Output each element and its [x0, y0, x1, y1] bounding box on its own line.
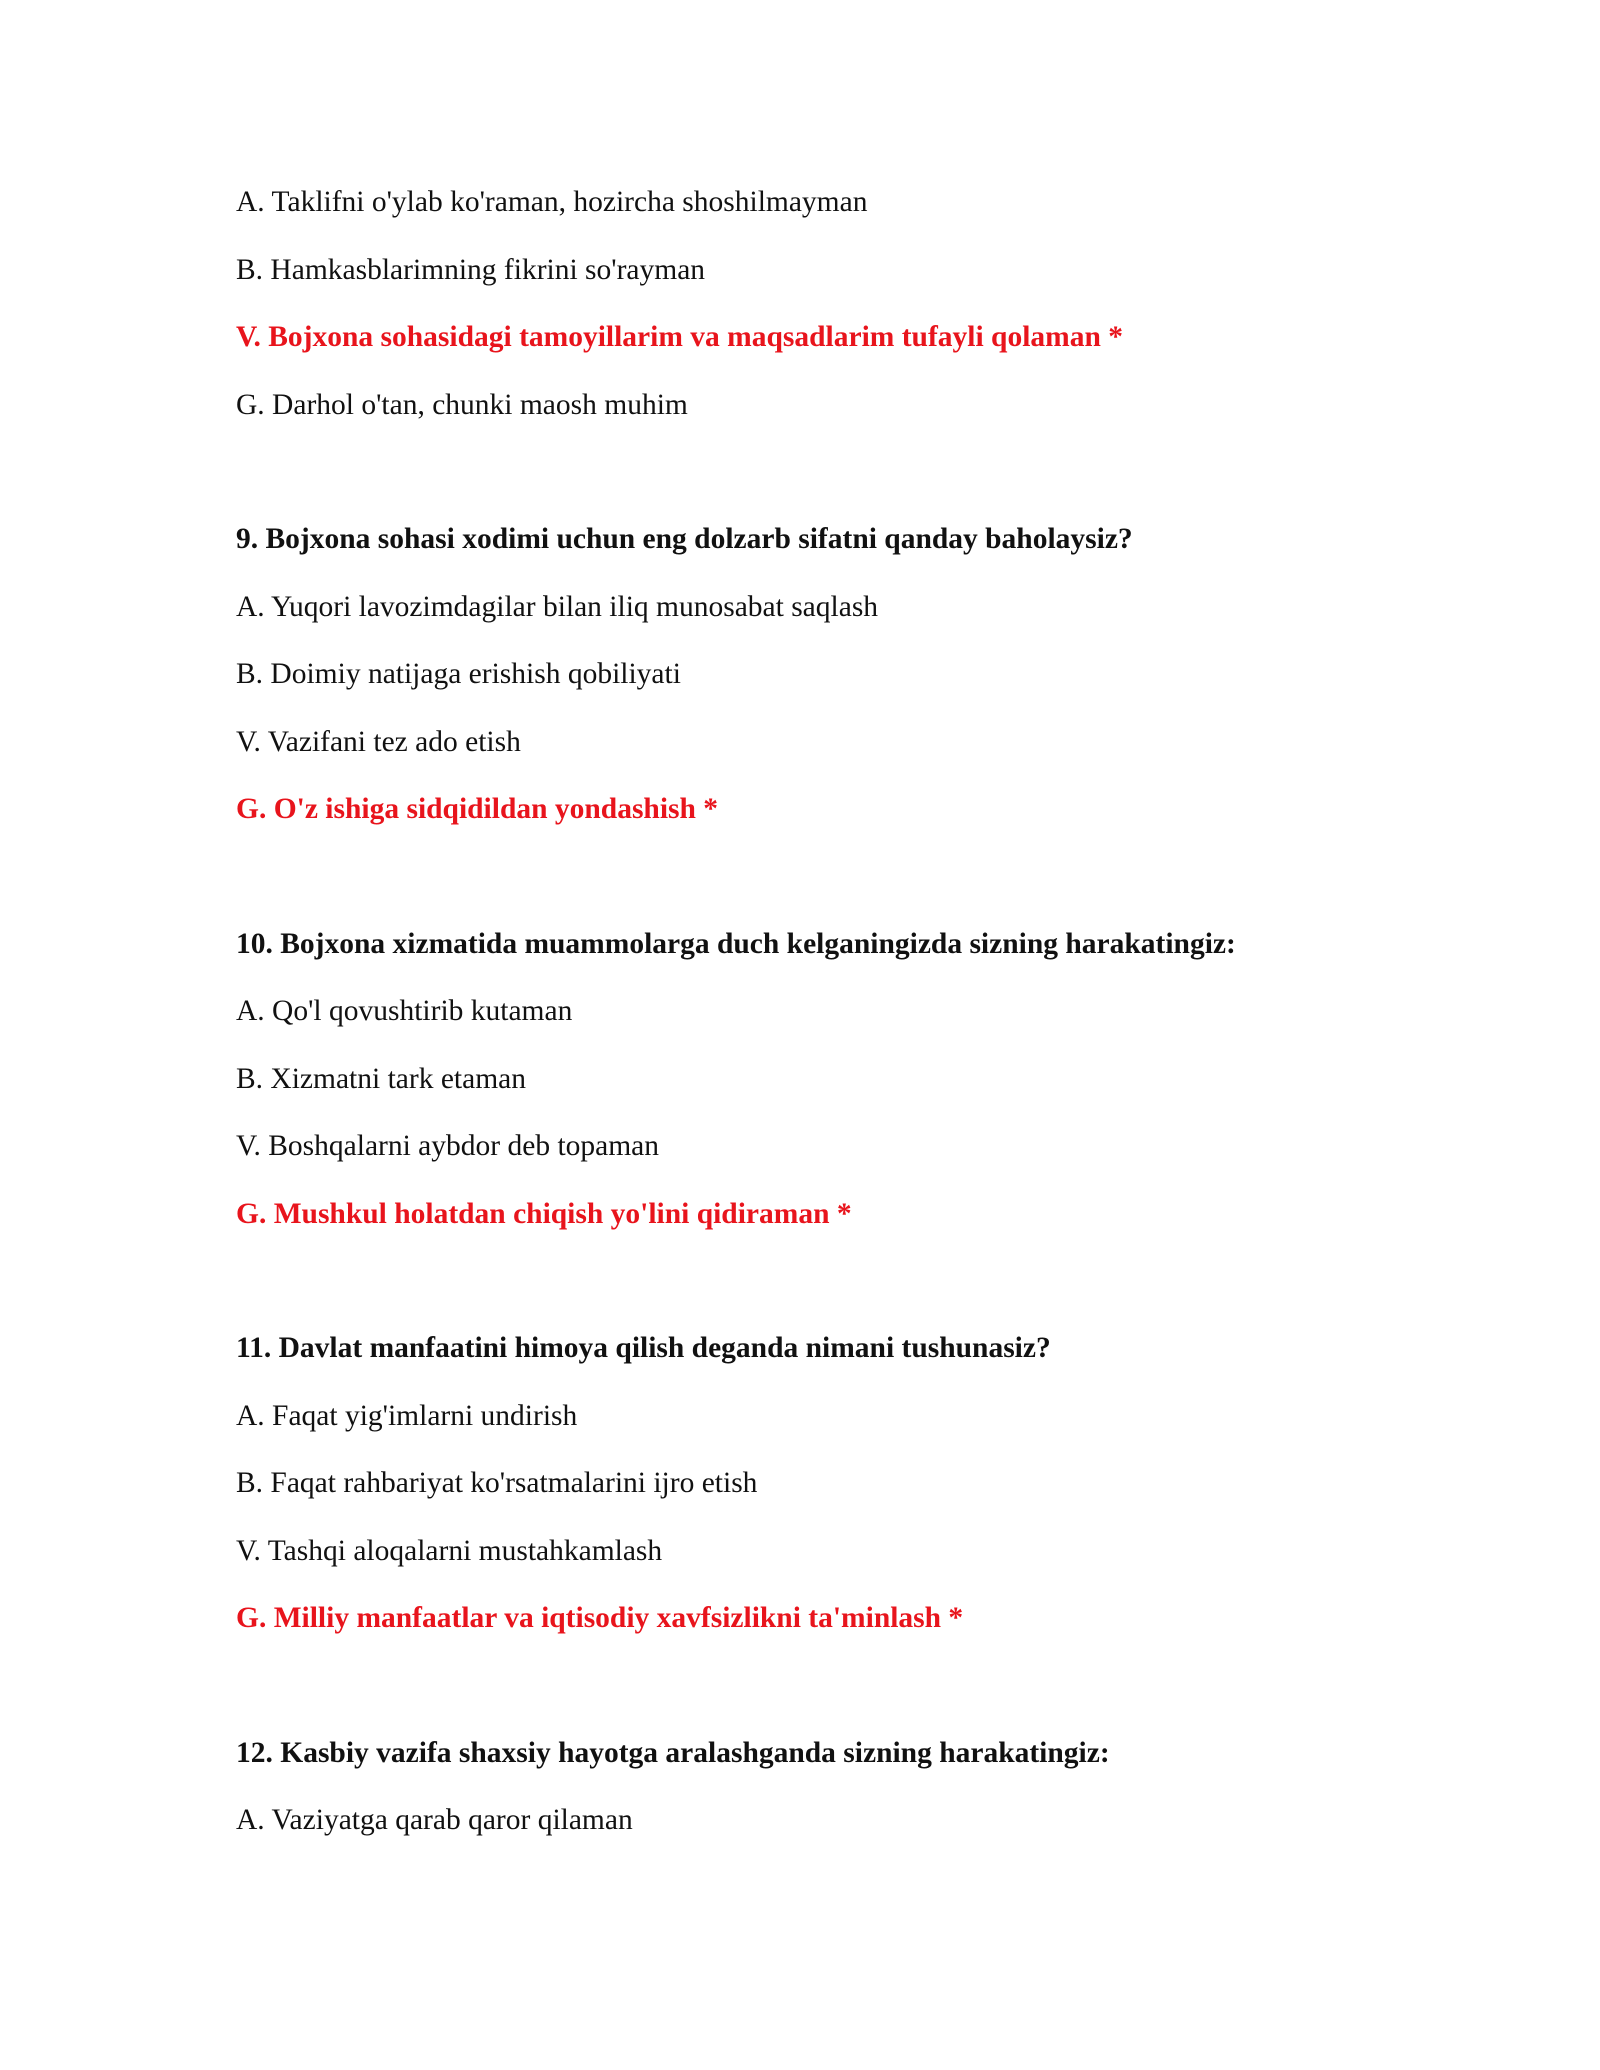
question-text: 9. Bojxona sohasi xodimi uchun eng dolzarb sifatni qanday baholaysiz? [236, 523, 1133, 555]
spacer [236, 1666, 1436, 1733]
correct-option-line: G. Milliy manfaatlar va iqtisodiy xavfsizlikni ta'minlash * [236, 1602, 964, 1634]
option-line: A. Qo'l qovushtirib kutaman [236, 995, 573, 1027]
quiz-content [236, 182, 1436, 1868]
spacer [236, 857, 1436, 924]
question-block-12 [236, 1733, 1436, 1841]
option-line: B. Hamkasblarimning fikrini so'rayman [236, 253, 706, 286]
spacer [236, 452, 1436, 519]
option-line: A. Yuqori lavozimdagilar bilan iliq munosabat saqlash [236, 590, 879, 623]
option-line: B. Faqat rahbariyat ko'rsatmalarini ijro etish [236, 1467, 758, 1499]
spacer [236, 1261, 1436, 1328]
question-block-11 [236, 1328, 1436, 1638]
option-line: G. Darhol o'tan, chunki maosh muhim [236, 388, 688, 421]
option-line: A. Taklifni o'ylab ko'raman, hozircha shoshilmayman [236, 186, 868, 218]
intro-options [236, 182, 1436, 425]
option-line: A. Faqat yig'imlarni undirish [236, 1399, 578, 1432]
question-text: 11. Davlat manfaatini himoya qilish deganda nimani tushunasiz? [236, 1332, 1051, 1364]
correct-option-line: V. Bojxona sohasidagi tamoyillarim va maqsadlarim tufayli qolaman * [236, 321, 1124, 353]
option-line: V. Boshqalarni aybdor deb topaman [236, 1130, 660, 1162]
question-text: 10. Bojxona xizmatida muammolarga duch kelganingizda sizning harakatingiz: [236, 927, 1236, 960]
correct-option-line: G. O'z ishiga sidqidildan yondashish * [236, 793, 719, 825]
option-line: V. Tashqi aloqalarni mustahkamlash [236, 1534, 663, 1567]
option-line: A. Vaziyatga qarab qaror qilaman [236, 1804, 633, 1836]
question-block-9 [236, 519, 1436, 829]
option-line: B. Doimiy natijaga erishish qobiliyati [236, 658, 681, 690]
question-text: 12. Kasbiy vazifa shaxsiy hayotga aralashganda sizning harakatingiz: [236, 1736, 1110, 1769]
option-line: B. Xizmatni tark etaman [236, 1062, 526, 1095]
question-block-10 [236, 924, 1436, 1234]
option-line: V. Vazifani tez ado etish [236, 725, 521, 758]
correct-option-line: G. Mushkul holatdan chiqish yo'lini qidiraman * [236, 1197, 852, 1230]
